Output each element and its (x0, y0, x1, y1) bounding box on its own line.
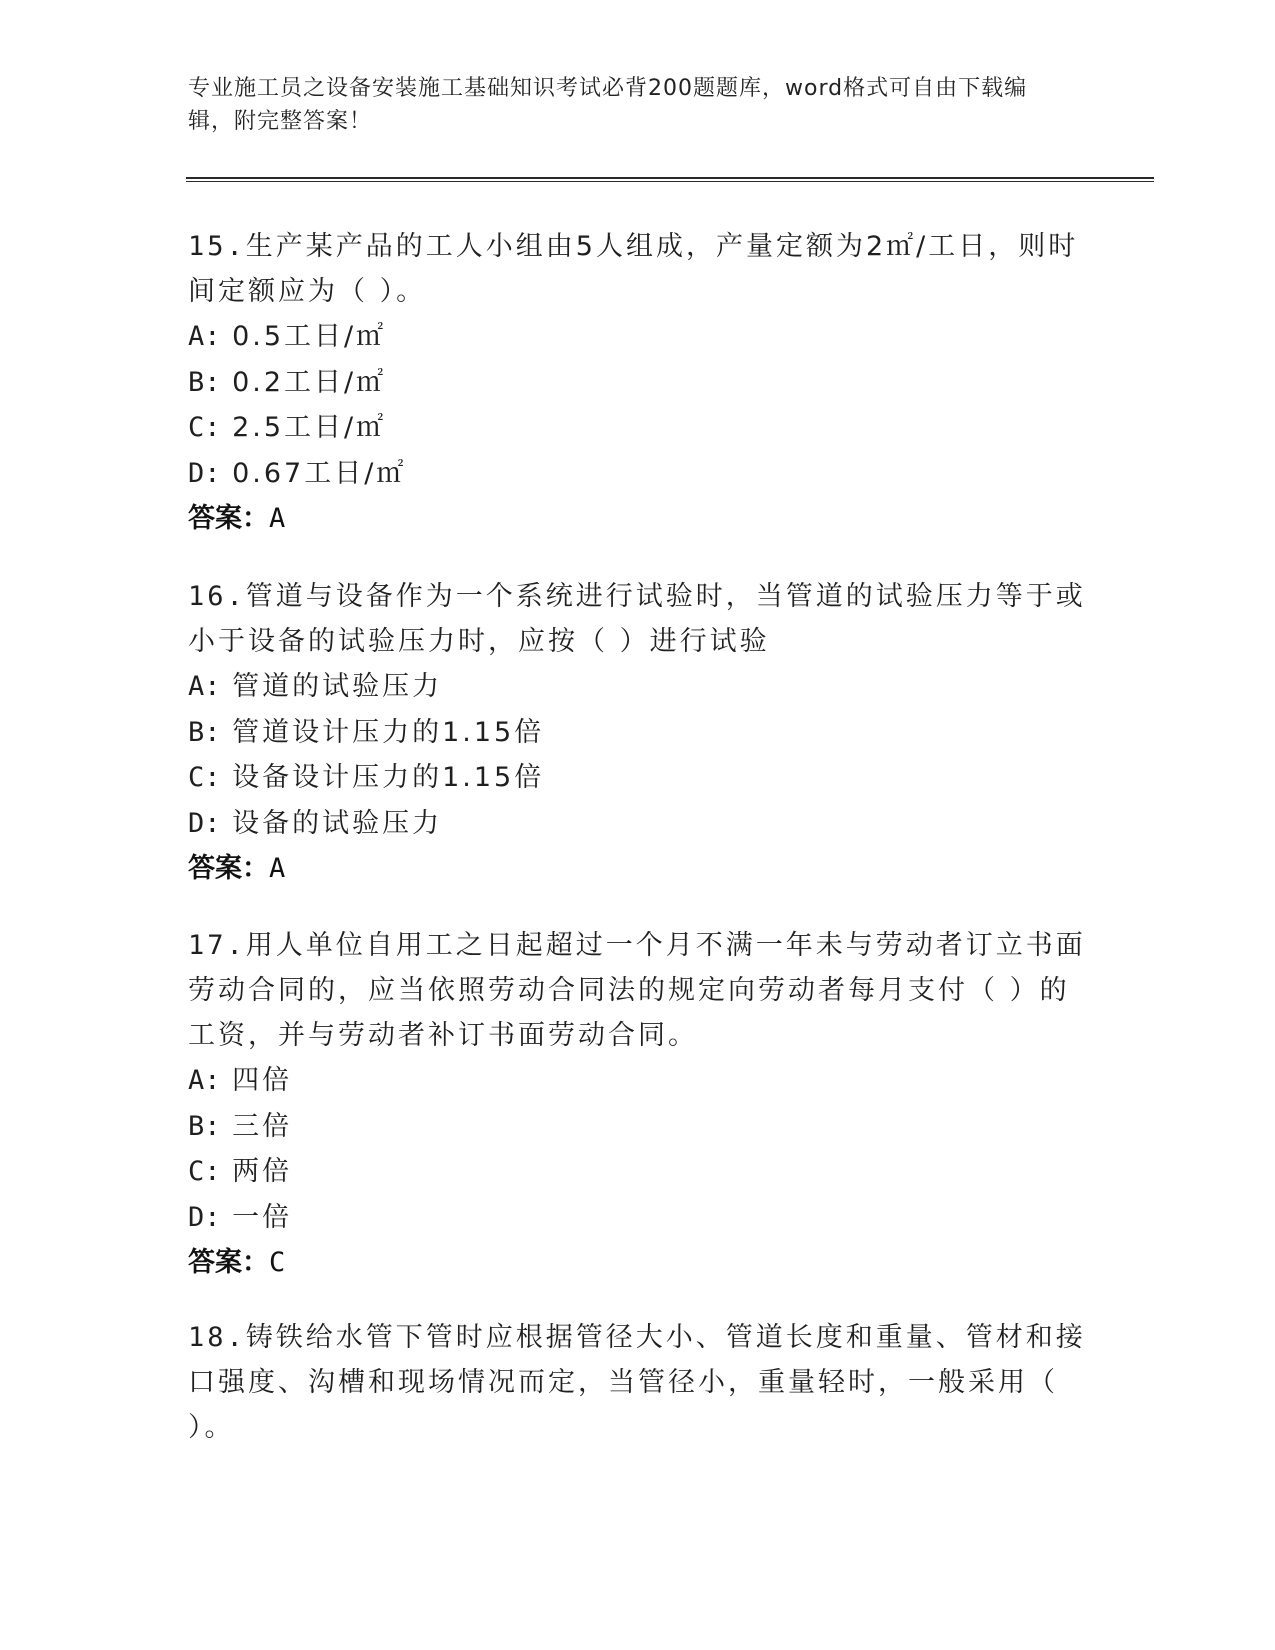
answer-label: 答案： (188, 1247, 269, 1278)
option-text: 三倍 (232, 1110, 293, 1142)
header-divider (186, 177, 1154, 183)
answer-label: 答案： (188, 503, 269, 534)
question-text: 铸铁给水管下管时应根据管径大小、管道长度和重量、管材和接口强度、沟槽和现场情况而定，当管径小，重量轻时，一般采用（ ）。 (188, 1322, 1086, 1443)
option-key: A: (188, 321, 221, 352)
option-text: 0.67工日/㎡ (232, 457, 407, 489)
divider-thin-line (186, 181, 1154, 182)
question-18 (188, 1315, 1088, 1450)
option-a (188, 314, 1088, 360)
option-key: B: (188, 716, 221, 748)
option-text: 0.5工日/㎡ (232, 321, 387, 352)
option-key: B: (188, 366, 221, 398)
question-number: 15. (188, 231, 246, 262)
option-text: 0.2工日/㎡ (232, 366, 387, 398)
option-d (188, 801, 1088, 847)
option-key: A: (188, 1065, 221, 1096)
option-c (188, 1149, 1088, 1195)
question-text: 用人单位自用工之日起超过一个月不满一年未与劳动者订立书面劳动合同的，应当依照劳动合同法的规定向劳动者每月支付（ ）的工资，并与劳动者补订书面劳动合同。 (188, 930, 1086, 1051)
answer-value: A (269, 503, 286, 534)
option-text: 管道设计压力的1.15倍 (232, 716, 545, 748)
option-c (188, 755, 1088, 801)
option-key: B: (188, 1110, 221, 1142)
answer-value: C (269, 1247, 286, 1278)
answer-value: A (269, 853, 286, 884)
question-number: 16. (188, 581, 246, 612)
answer-label: 答案： (188, 853, 269, 884)
option-text: 2.5工日/㎡ (232, 412, 387, 443)
option-key: D: (188, 1201, 221, 1233)
option-text: 四倍 (232, 1065, 293, 1096)
option-b (188, 360, 1088, 406)
divider-thick-line (186, 177, 1154, 179)
question-stem (188, 1315, 1088, 1450)
question-text: 管道与设备作为一个系统进行试验时，当管道的试验压力等于或小于设备的试验压力时，应按（ ）进行试验 (188, 581, 1086, 657)
option-key: A: (188, 671, 221, 702)
option-b (188, 1104, 1088, 1150)
option-d (188, 1195, 1088, 1241)
question-16 (188, 574, 1088, 891)
option-a (188, 1058, 1088, 1104)
option-c (188, 405, 1088, 451)
option-text: 两倍 (232, 1156, 293, 1187)
option-text: 管道的试验压力 (232, 671, 443, 702)
option-key: C: (188, 1156, 221, 1187)
question-text: 生产某产品的工人小组由5人组成，产量定额为2㎡/工日，则时间定额应为（ ）。 (188, 231, 1079, 307)
document-header (188, 72, 1068, 138)
header-title: 专业施工员之设备安装施工基础知识考试必背200题题库，word格式可自由下载编辑，附完整答案！ (188, 76, 1028, 134)
option-text: 设备设计压力的1.15倍 (232, 762, 545, 793)
question-number: 17. (188, 930, 246, 961)
question-15 (188, 224, 1088, 541)
question-17 (188, 923, 1088, 1285)
question-stem (188, 574, 1088, 664)
question-stem (188, 923, 1088, 1058)
option-key: D: (188, 807, 221, 839)
option-b (188, 710, 1088, 756)
answer-line (188, 1240, 1088, 1285)
option-d (188, 451, 1088, 497)
option-text: 设备的试验压力 (232, 807, 443, 839)
option-key: D: (188, 457, 221, 489)
question-stem (188, 224, 1088, 314)
answer-line (188, 496, 1088, 541)
option-key: C: (188, 412, 221, 443)
question-number: 18. (188, 1322, 246, 1353)
option-a (188, 664, 1088, 710)
answer-line (188, 846, 1088, 891)
option-key: C: (188, 762, 221, 793)
option-text: 一倍 (232, 1201, 293, 1233)
